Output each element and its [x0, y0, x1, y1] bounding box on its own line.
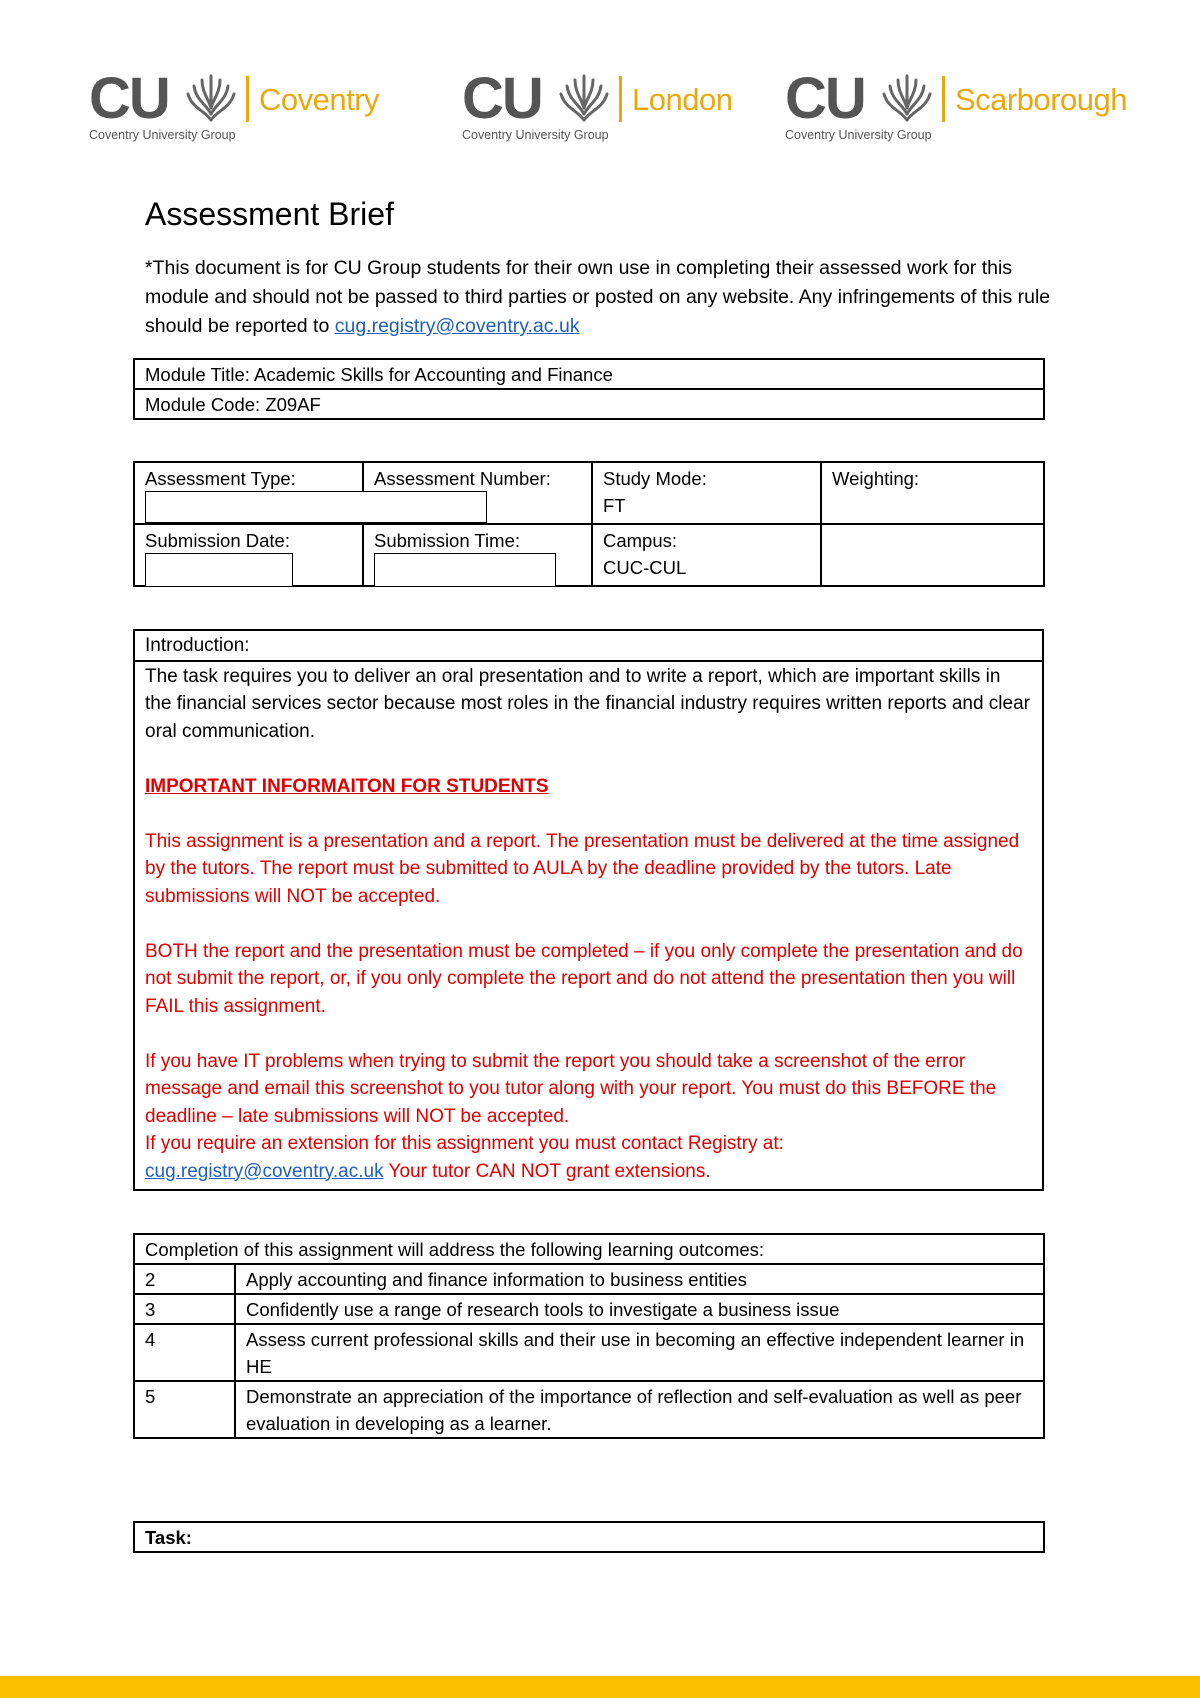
- table-row: [134, 1381, 1044, 1438]
- introduction-heading: Introduction:: [134, 630, 1043, 661]
- logo-divider: [246, 76, 249, 122]
- study-mode-value: FT: [603, 495, 626, 516]
- task-heading: Task:: [134, 1522, 1044, 1552]
- important-heading: IMPORTANT INFORMAITON FOR STUDENTS: [145, 775, 549, 797]
- submission-date-label: Submission Date:: [145, 530, 290, 551]
- logo-divider: [942, 76, 945, 122]
- logo-campus: London: [632, 82, 733, 117]
- outcome-number: 2: [134, 1264, 235, 1294]
- campus-value: CUC-CUL: [603, 557, 687, 578]
- footer-bar: [0, 1676, 1200, 1698]
- outcome-text: Demonstrate an appreciation of the importance of reflection and self-evaluation as well as peer evaluation in developing as a learner.: [235, 1381, 1044, 1438]
- submission-date-field[interactable]: [145, 553, 293, 587]
- logo-divider: [619, 76, 622, 122]
- outcome-text: Assess current professional skills and their use in becoming an effective independent learner in HE: [235, 1324, 1044, 1381]
- logo-scarborough: [785, 66, 1128, 150]
- study-mode-label: Study Mode:: [603, 468, 707, 489]
- logo-london: [462, 66, 742, 150]
- logo-group: Coventry University Group: [785, 128, 932, 142]
- important-para-1: This assignment is a presentation and a report. The presentation must be delivered at the time assigned by the tutors. The report must be submitted to AULA by the deadline provided by the tutors. Late submissions will NOT be accepted.: [145, 830, 1020, 907]
- submission-time-label: Submission Time:: [374, 530, 520, 551]
- confidentiality-notice: [145, 254, 1065, 341]
- logo-mark: CU: [89, 66, 169, 131]
- module-code: Module Code: Z09AF: [134, 389, 1044, 419]
- logo-campus: Coventry: [259, 82, 380, 117]
- introduction-body: The task requires you to deliver an oral presentation and to write a report, which are important skills in the financial services sector because most roles in the financial industry requires written reports and clear oral communication.: [145, 665, 1030, 742]
- weighting-label: Weighting:: [832, 468, 920, 489]
- learning-outcomes-table: [133, 1233, 1045, 1439]
- logo-coventry: [89, 66, 389, 150]
- phoenix-icon: [880, 72, 934, 124]
- registry-email-link[interactable]: cug.registry@coventry.ac.uk: [334, 315, 580, 337]
- page-title: Assessment Brief: [145, 196, 394, 232]
- logo-group: Coventry University Group: [462, 128, 609, 142]
- table-row: [134, 1324, 1044, 1381]
- logo-mark: CU: [785, 66, 865, 131]
- outcome-text: Apply accounting and finance information to business entities: [235, 1264, 1044, 1294]
- table-row: [134, 1294, 1044, 1324]
- phoenix-icon: [184, 72, 238, 124]
- outcome-number: 4: [134, 1324, 235, 1381]
- task-table: [133, 1521, 1045, 1553]
- important-para-2: BOTH the report and the presentation must be completed – if you only complete the presentation and do not submit the report, or, if you only complete the report and do not attend the presentation then you will FAIL this assignment.: [145, 940, 1023, 1017]
- learning-outcomes-heading: Completion of this assignment will address the following learning outcomes:: [134, 1234, 1044, 1264]
- assessment-type-label: Assessment Type:: [145, 468, 296, 489]
- registry-email-link[interactable]: cug.registry@coventry.ac.uk: [145, 1160, 384, 1182]
- logo-group: Coventry University Group: [89, 128, 236, 142]
- assessment-number-label: Assessment Number:: [374, 468, 551, 489]
- table-row: [134, 1264, 1044, 1294]
- important-para-4: If you require an extension for this assignment you must contact Registry at:: [145, 1133, 784, 1154]
- module-title: Module Title: Academic Skills for Accounting and Finance: [134, 359, 1044, 389]
- empty-cell: [821, 524, 1044, 586]
- logo-mark: CU: [462, 66, 542, 131]
- extension-note: Your tutor CAN NOT grant extensions.: [383, 1160, 711, 1182]
- logo-campus: Scarborough: [955, 82, 1128, 117]
- phoenix-icon: [557, 72, 611, 124]
- outcome-number: 5: [134, 1381, 235, 1438]
- module-table: [133, 358, 1045, 420]
- campus-label: Campus:: [603, 530, 678, 551]
- assessment-details-table: [133, 461, 1045, 587]
- introduction-table: [133, 629, 1044, 1191]
- outcome-text: Confidently use a range of research tools to investigate a business issue: [235, 1294, 1044, 1324]
- submission-time-field[interactable]: [374, 553, 556, 587]
- outcome-number: 3: [134, 1294, 235, 1324]
- important-para-3: If you have IT problems when trying to submit the report you should take a screenshot of the error message and email this screenshot to you tutor along with your report. You must do this BEFORE the deadline – late submissions will NOT be accepted.: [145, 1050, 997, 1127]
- notice-text: *This document is for CU Group students for their own use in completing their assessed work for this module and should not be passed to third parties or posted on any website. Any infringements of this rule should be reported to: [145, 257, 1051, 337]
